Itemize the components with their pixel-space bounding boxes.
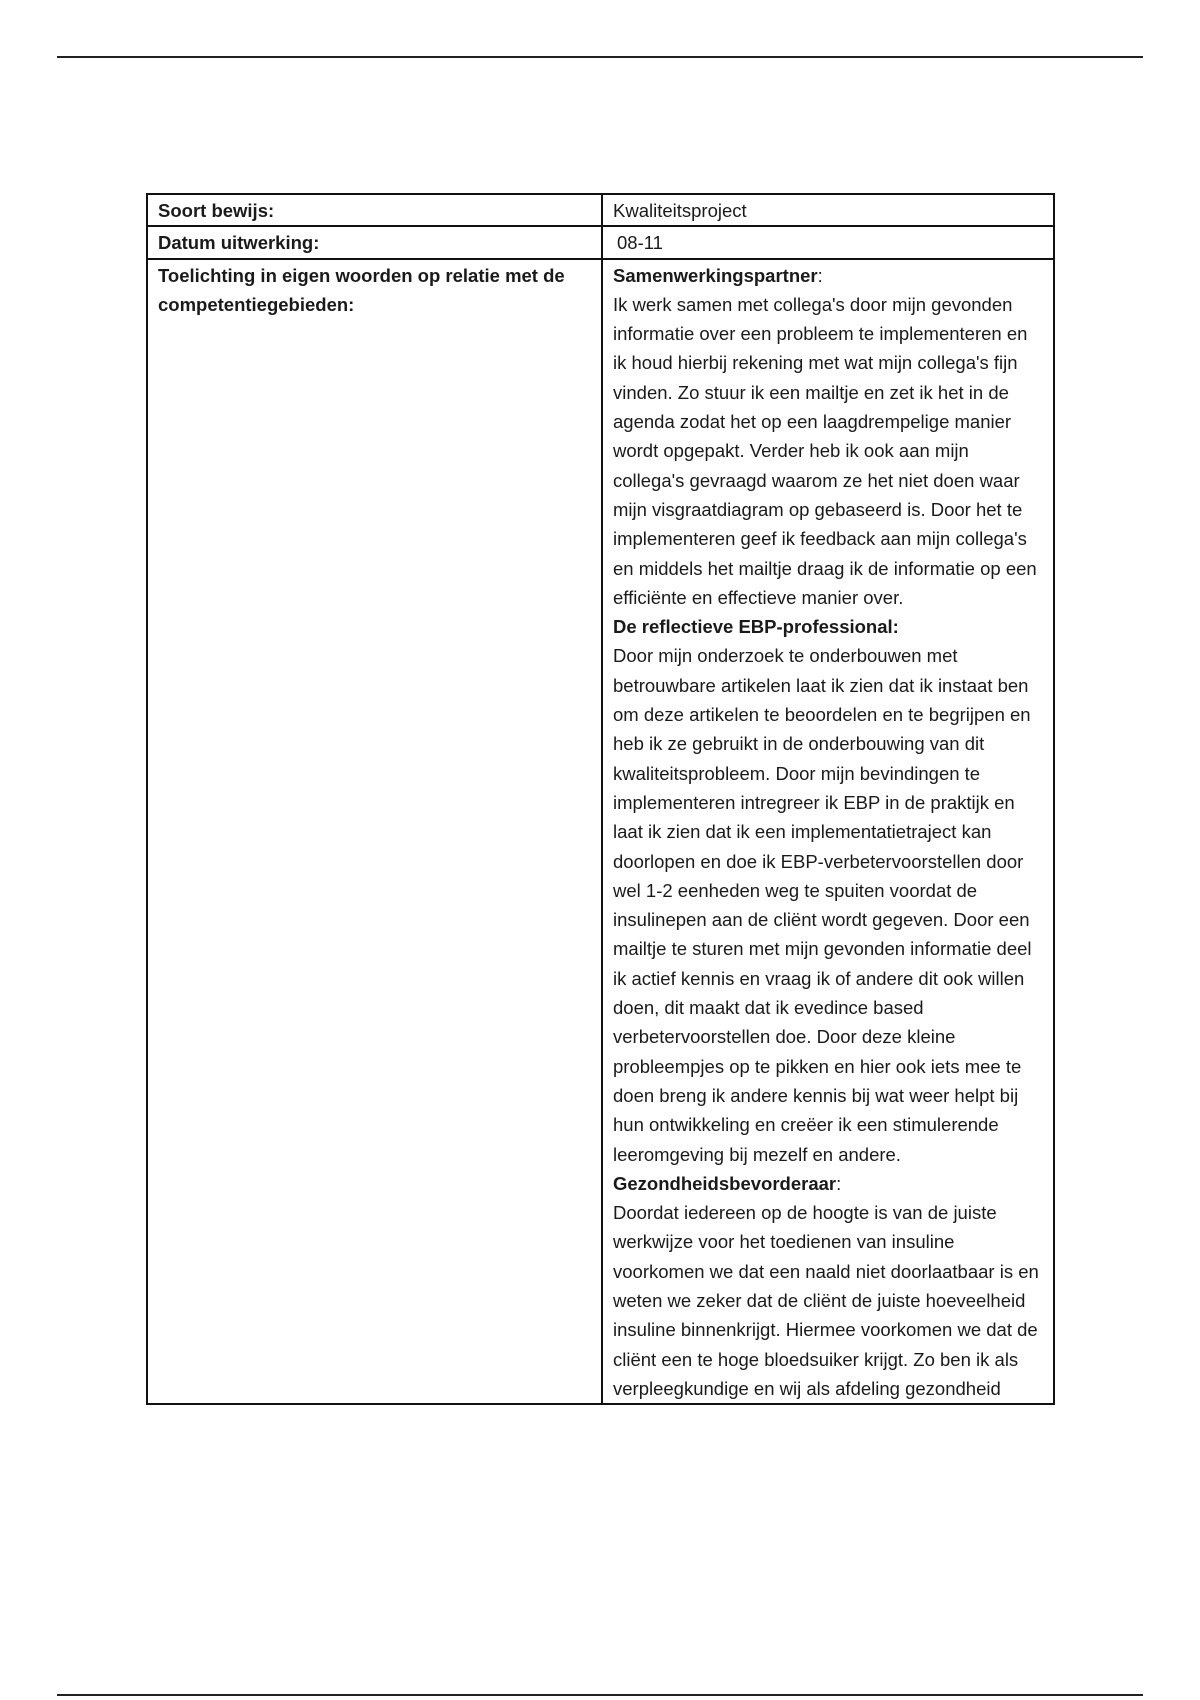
section-heading-gezondheidsbevorderaar <box>613 1169 1043 1198</box>
row-value-toelichting <box>602 259 1054 1405</box>
row-value-soort-bewijs: Kwaliteitsproject <box>602 194 1054 226</box>
row-label-datum-uitwerking: Datum uitwerking: <box>147 226 602 258</box>
datum-value: 08-11 <box>617 232 663 254</box>
section-heading-ebp-professional <box>613 612 1043 641</box>
header-rule <box>57 56 1143 58</box>
section-heading-colon: : <box>817 264 823 286</box>
section-text-ebp-professional: Door mijn onderzoek te onderbouwen met betrouwbare artikelen laat ik zien dat ik instaat ben om deze artikelen te beoordelen en te begrijpen en heb ik ze gebruikt in de onderbouwing van dit kwaliteitsprobleem. Door mijn bevindingen te implementeren intregreer ik EBP in de praktijk en laat ik zien dat ik een implementatietraject kan doorlopen en doe ik EBP-verbetervoorstellen door wel 1-2 eenheden weg te spuiten voordat de insulinepen aan de cliënt wordt gegeven. Door een mailtje te sturen met mijn gevonden informatie deel ik actief kennis en vraag ik of andere dit ook willen doen, dit maakt dat ik evedince based verbetervoorstellen doe. Door deze kleine probleempjes op te pikken en hier ook iets mee te doen breng ik andere kennis bij wat weer helpt bij hun ontwikkeling en creëer ik een stimulerende leeromgeving bij mezelf en andere. <box>613 645 1032 1165</box>
row-label-toelichting: Toelichting in eigen woorden op relatie met de competentiegebieden: <box>147 259 602 1405</box>
row-label-soort-bewijs: Soort bewijs: <box>147 194 602 226</box>
section-heading-samenwerkingspartner <box>613 261 1043 290</box>
section-heading-colon: : <box>836 1172 842 1194</box>
section-heading-text: De reflectieve EBP-professional: <box>613 616 899 638</box>
section-text-samenwerkingspartner: Ik werk samen met collega's door mijn gevonden informatie over een probleem te implementeren en ik houd hierbij rekening met wat mijn collega's fijn vinden. Zo stuur ik een mailtje en zet ik het in de agenda zodat het op een laagdrempelige manier wordt opgepakt. Verder heb ik ook aan mijn collega's gevraagd waarom ze het niet doen waar mijn visgraatdiagram op gebaseerd is. Door het te implementeren geef ik feedback aan mijn collega's en middels het mailtje draag ik de informatie op een efficiënte en effectieve manier over. <box>613 293 1037 608</box>
section-text-gezondheidsbevorderaar: Doordat iedereen op de hoogte is van de juiste werkwijze voor het toedienen van insuline voorkomen we dat een naald niet doorlaatbaar is en weten we zeker dat de cliënt de juiste hoeveelheid insuline binnenkrijgt. Hiermee voorkomen we dat de cliënt een te hoge bloedsuiker krijgt. Zo ben ik als verpleegkundige en wij als afdeling gezondheid <box>613 1202 1039 1399</box>
footer-rule <box>57 1694 1143 1696</box>
table-row <box>147 226 1054 258</box>
section-heading-text: Samenwerkingspartner <box>613 264 818 286</box>
section-heading-text: Gezondheidsbevorderaar <box>613 1172 837 1194</box>
table-row <box>147 194 1054 226</box>
table-row <box>147 259 1054 1405</box>
row-value-datum-uitwerking <box>602 226 1054 258</box>
evidence-table <box>146 193 1055 1405</box>
